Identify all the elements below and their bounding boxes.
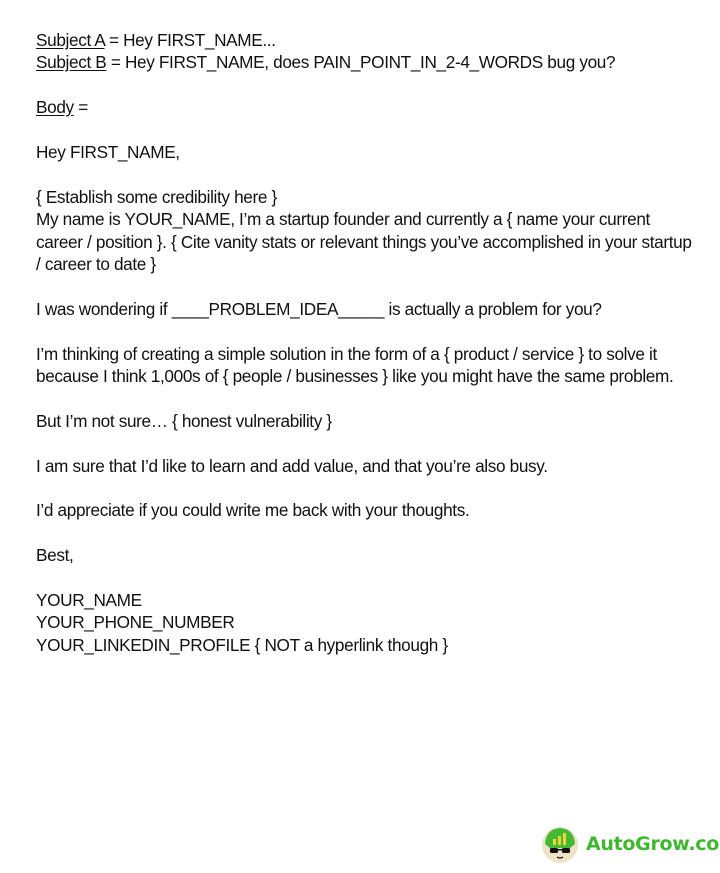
request-line: I’d appreciate if you could write me back with your thoughts. — [36, 500, 470, 521]
subject-b-label: Subject B — [36, 52, 107, 73]
signoff: Best, — [36, 545, 74, 566]
intro-paragraph: My name is YOUR_NAME, I’m a startup founder and currently a { name your current career / position }. { Cite vanity stats or relevant things you’ve accomplished in your startup / career to date } — [36, 209, 696, 275]
body-heading — [36, 96, 696, 118]
signature-phone: YOUR_PHONE_NUMBER — [36, 612, 235, 633]
problem-question: I was wondering if ____PROBLEM_IDEA_____ is actually a problem for you? — [36, 298, 602, 319]
subject-b-line — [36, 51, 696, 73]
signature-name: YOUR_NAME — [36, 590, 142, 610]
signature-linkedin: YOUR_LINKEDIN_PROFILE { NOT a hyperlink though } — [36, 634, 448, 655]
subject-b-text: = Hey FIRST_NAME, does PAIN_POINT_IN_2-4_WORDS bug you? — [106, 52, 616, 73]
subject-a-label: Subject A — [36, 30, 105, 50]
autogrow-mascot-icon — [540, 824, 580, 864]
subject-a-text: = Hey FIRST_NAME... — [104, 30, 276, 50]
solution-paragraph: I’m thinking of creating a simple solution in the form of a { product / service } to solve it because I think 1,000s of { people / businesses } like you might have the same problem. — [36, 343, 674, 387]
vulnerability-line: But I’m not sure… { honest vulnerability } — [36, 410, 332, 431]
email-template-document — [36, 29, 696, 656]
value-line: I am sure that I’d like to learn and add value, and that you’re also busy. — [36, 455, 548, 476]
subject-a-line — [36, 29, 696, 51]
logo-text: AutoGrow.co — [586, 833, 719, 855]
body-label: Body — [36, 97, 74, 118]
credibility-note: { Establish some credibility here } — [36, 186, 277, 207]
greeting: Hey FIRST_NAME, — [36, 142, 180, 162]
body-equals: = — [73, 97, 88, 118]
autogrow-logo — [540, 823, 719, 865]
